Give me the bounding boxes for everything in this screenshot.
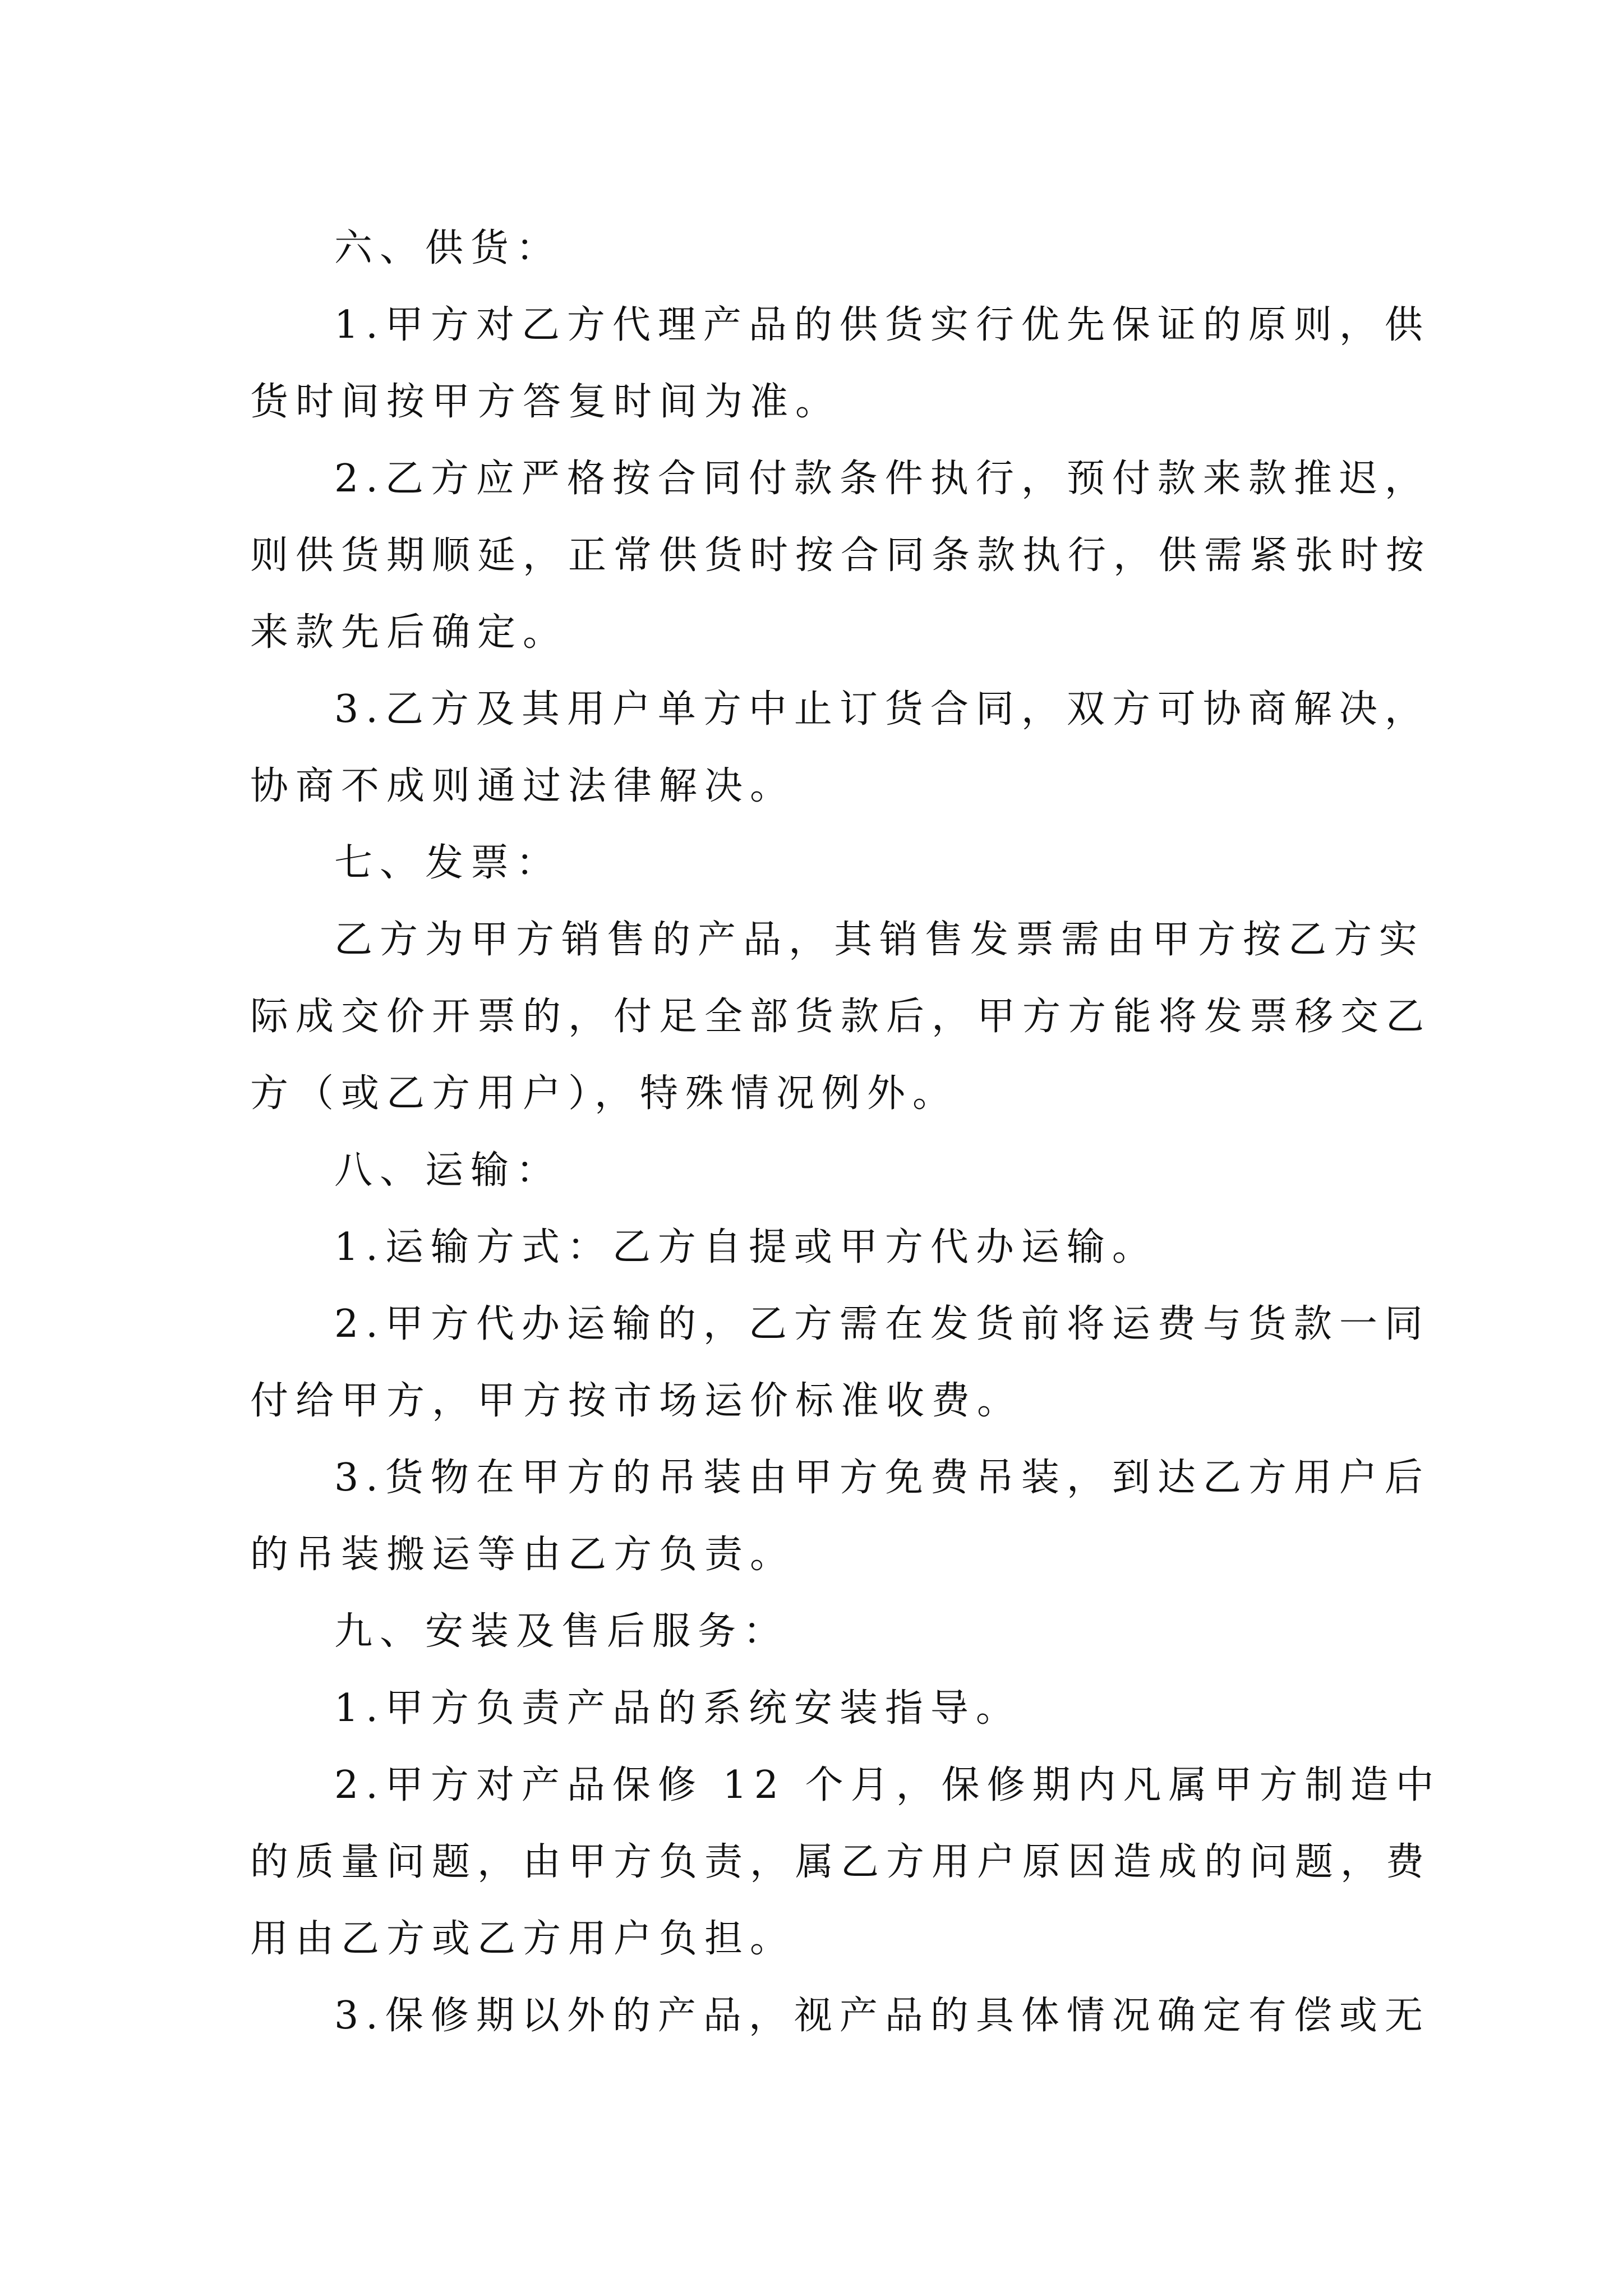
contract-body — [250, 210, 1441, 2054]
text-line: 的吊装搬运等由乙方负责。 — [250, 1533, 796, 1577]
text-line: 2.乙方应严格按合同付款条件执行，预付款来款推迟， — [334, 457, 1430, 501]
text-line: 1.甲方负责产品的系统安装指导。 — [334, 1686, 1021, 1731]
service-clause-3 — [250, 1977, 1430, 2054]
text-line: 1.运输方式：乙方自提或甲方代办运输。 — [334, 1225, 1158, 1269]
text-line: 的质量问题，由甲方负责，属乙方用户原因造成的问题，费 — [250, 1840, 1432, 1884]
text-line: 七、发票： — [334, 841, 562, 885]
text-line: 九、安装及售后服务： — [334, 1609, 789, 1654]
text-line: 八、运输： — [334, 1148, 562, 1193]
text-line: 乙方为甲方销售的产品，其销售发票需由甲方按乙方实 — [334, 918, 1425, 962]
supply-clause-2 — [250, 440, 1432, 671]
text-line: 来款先后确定。 — [250, 610, 569, 655]
text-line: 用由乙方或乙方用户负担。 — [250, 1917, 796, 1961]
text-line: 3.保修期以外的产品，视产品的具体情况确定有偿或无 — [334, 1994, 1430, 2038]
transport-clause-3 — [250, 1439, 1430, 1593]
section-heading-invoice — [250, 825, 1394, 901]
text-line: 际成交价开票的，付足全部货款后，甲方方能将发票移交乙 — [250, 995, 1432, 1039]
text-line: 货时间按甲方答复时间为准。 — [250, 380, 841, 424]
service-clause-2 — [250, 1747, 1441, 1977]
text-line: 3.乙方及其用户单方中止订货合同，双方可协商解决， — [334, 687, 1430, 731]
section-heading-transport — [250, 1132, 1394, 1209]
text-line: 方（或乙方用户），特殊情况例外。 — [250, 1071, 958, 1116]
transport-clause-1 — [250, 1209, 1394, 1286]
transport-clause-2 — [250, 1286, 1430, 1439]
text-line: 六、供货： — [334, 226, 562, 270]
invoice-clause — [250, 901, 1432, 1132]
text-line: 2.甲方对产品保修 12 个月，保修期内凡属甲方制造中 — [334, 1763, 1441, 1807]
text-line: 付给甲方，甲方按市场运价标准收费。 — [250, 1379, 1023, 1423]
supply-clause-1 — [250, 287, 1430, 440]
text-line: 1.甲方对乙方代理产品的供货实行优先保证的原则，供 — [334, 303, 1430, 347]
section-heading-installation-service — [250, 1593, 1394, 1670]
service-clause-1 — [250, 1670, 1394, 1747]
supply-clause-3 — [250, 671, 1430, 825]
text-line: 协商不成则通过法律解决。 — [250, 764, 796, 808]
text-line: 2.甲方代办运输的，乙方需在发货前将运费与货款一同 — [334, 1302, 1430, 1346]
text-line: 则供货期顺延，正常供货时按合同条款执行，供需紧张时按 — [250, 533, 1432, 578]
text-line: 3.货物在甲方的吊装由甲方免费吊装，到达乙方用户后 — [334, 1456, 1430, 1500]
section-heading-supply — [250, 210, 1394, 287]
